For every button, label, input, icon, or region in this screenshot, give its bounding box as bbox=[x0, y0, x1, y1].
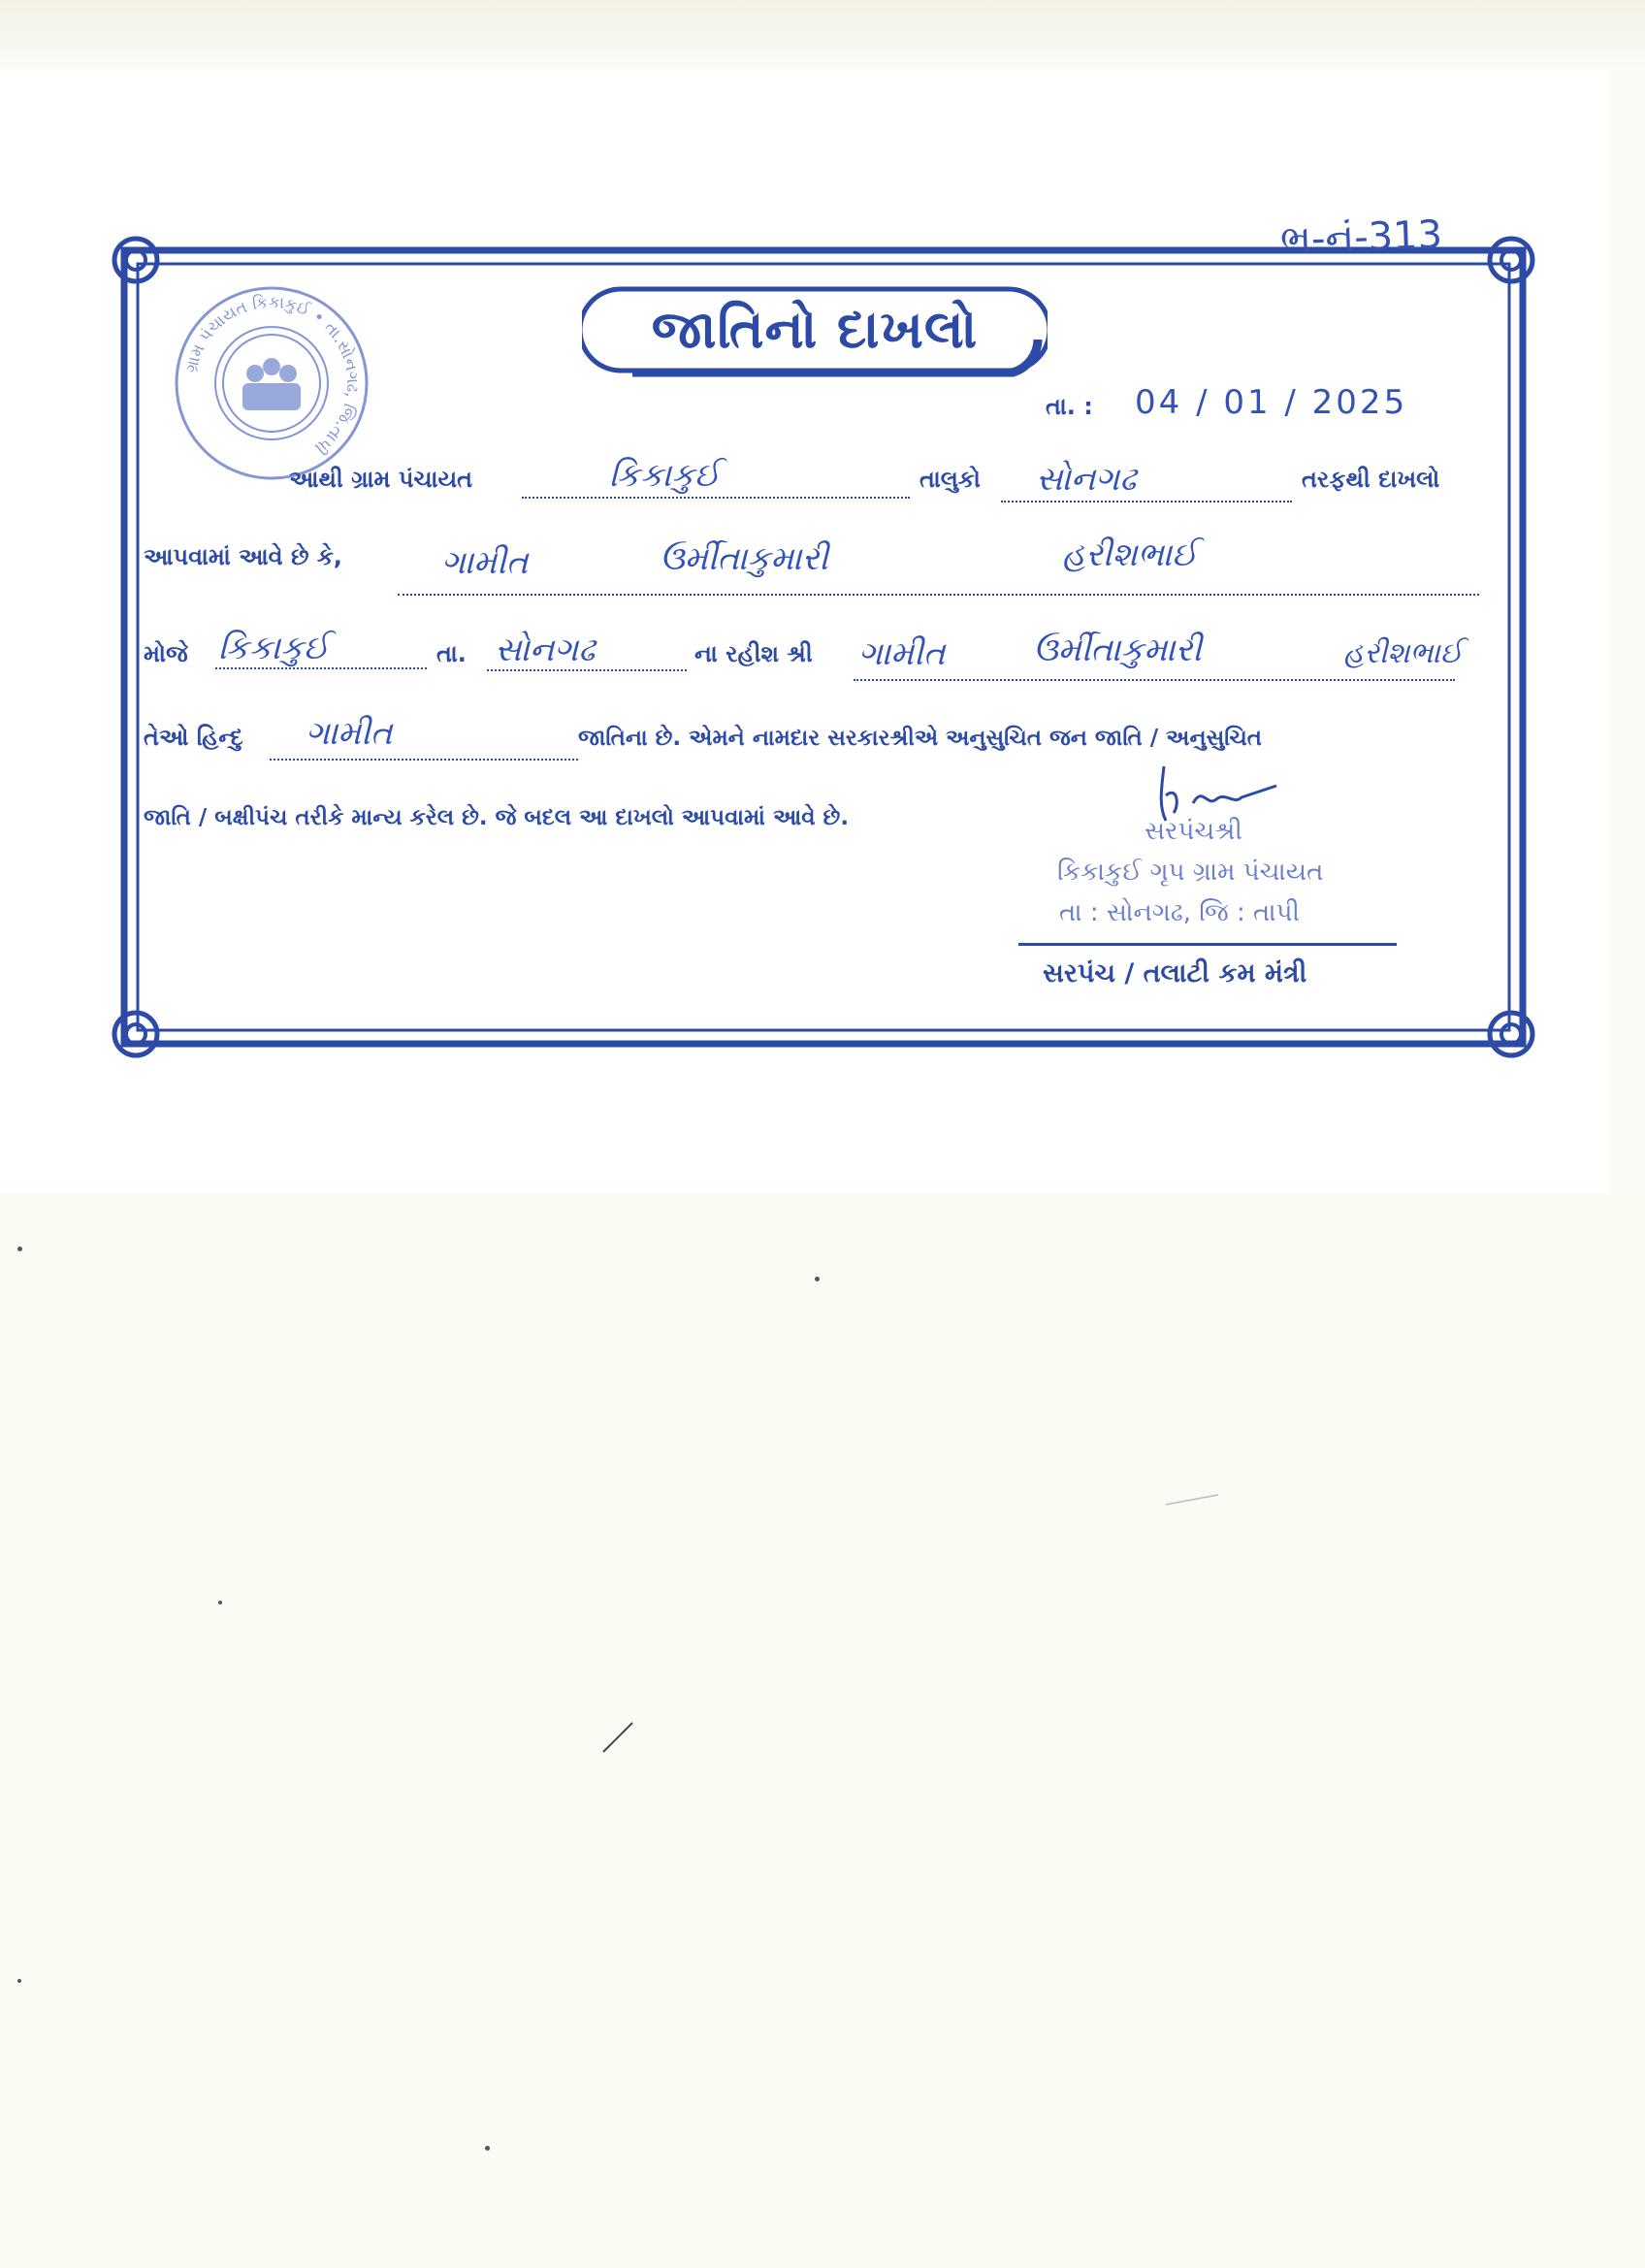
taluka-handwritten: સોનગઢ bbox=[1036, 460, 1137, 499]
certificate-title: જાતિનો દાખલો bbox=[651, 299, 979, 360]
sarpanch-stamp-line3: તા : સોનગઢ, જિ : તાપી bbox=[1059, 898, 1300, 927]
panchayat-seal bbox=[170, 281, 373, 485]
line3-prefix: મોજે bbox=[144, 640, 188, 667]
resident-name-blank bbox=[854, 679, 1455, 681]
signatory-title: સરપંચ / તલાટી કમ મંત્રી bbox=[1043, 958, 1307, 988]
svg-text:ગ્રામ પંચાયત કિકાકુઈ • તા.સો: ગ્રામ પંચાયત કિકાકુઈ • તા.સોનગઢ, જિ.તાપી bbox=[181, 292, 363, 458]
name-blank bbox=[398, 594, 1479, 596]
line1-prefix: આથી ગ્રામ પંચાયત bbox=[289, 466, 473, 493]
first-name-handwritten: ઉર્મીતાકુમારી bbox=[660, 539, 828, 578]
mouje-village-handwritten: કિકાકુઈ bbox=[218, 629, 330, 667]
resident-first-name-handwritten: ઉર્મીતાકુમારી bbox=[1033, 631, 1202, 669]
line4-prefix: તેઓ હિન્દુ bbox=[144, 724, 243, 751]
line1-suffix: તરફથી દાખલો bbox=[1302, 466, 1440, 493]
line3-taluka-handwritten: સોનગઢ bbox=[495, 631, 596, 669]
lower-paper bbox=[0, 1193, 1645, 2268]
father-name-handwritten: હરીશભાઈ bbox=[1062, 535, 1198, 574]
resident-surname-handwritten: ગામીત bbox=[858, 634, 946, 673]
scan-speck bbox=[17, 1247, 22, 1251]
pen-mark bbox=[599, 1717, 638, 1756]
sarpanch-stamp-line1: સરપંચશ્રી bbox=[1145, 817, 1242, 846]
scan-speck bbox=[218, 1601, 222, 1604]
taluka-label: તાલુકો bbox=[919, 466, 981, 493]
date-value: 04 / 01 / 2025 bbox=[1135, 383, 1408, 422]
village-handwritten: કિકાકુઈ bbox=[609, 456, 721, 495]
title-plate bbox=[582, 281, 1048, 378]
caste-handwritten: ગામીત bbox=[306, 714, 393, 753]
line5-text: જાતિ / બક્ષીપંચ તરીકે માન્ય કરેલ છે. જે બદલ આ દાખલો આપવામાં આવે છે. bbox=[144, 805, 850, 830]
pen-mark bbox=[1164, 1489, 1222, 1508]
mouje-blank bbox=[215, 667, 427, 669]
taluka-blank bbox=[1001, 501, 1292, 502]
resident-label: ના રહીશ શ્રી bbox=[694, 640, 813, 667]
scan-speck bbox=[17, 1979, 21, 1983]
line4-suffix: જાતિના છે. એમને નામદાર સરકારશ્રીએ અનુસુચિત જન જાતિ / અનુસુચિત bbox=[578, 726, 1263, 751]
village-blank bbox=[522, 497, 910, 499]
line3-ta-label: તા. bbox=[436, 640, 467, 667]
signature-rule bbox=[1018, 943, 1397, 946]
caste-blank bbox=[270, 759, 578, 761]
line2-prefix: આપવામાં આવે છે કે, bbox=[144, 543, 342, 570]
sarpanch-stamp-line2: કિકાકુઈ ગૃપ ગ્રામ પંચાયત bbox=[1057, 858, 1324, 887]
date-label: તા. : bbox=[1046, 393, 1093, 420]
surname-handwritten: ગામીત bbox=[441, 543, 529, 582]
scan-speck bbox=[815, 1277, 820, 1281]
serial-number: ભ-નં-313 bbox=[1279, 212, 1443, 263]
scan-speck bbox=[485, 2146, 490, 2151]
resident-father-name-handwritten: હરીશભાઈ bbox=[1343, 636, 1464, 670]
line3-taluka-blank bbox=[487, 669, 687, 671]
